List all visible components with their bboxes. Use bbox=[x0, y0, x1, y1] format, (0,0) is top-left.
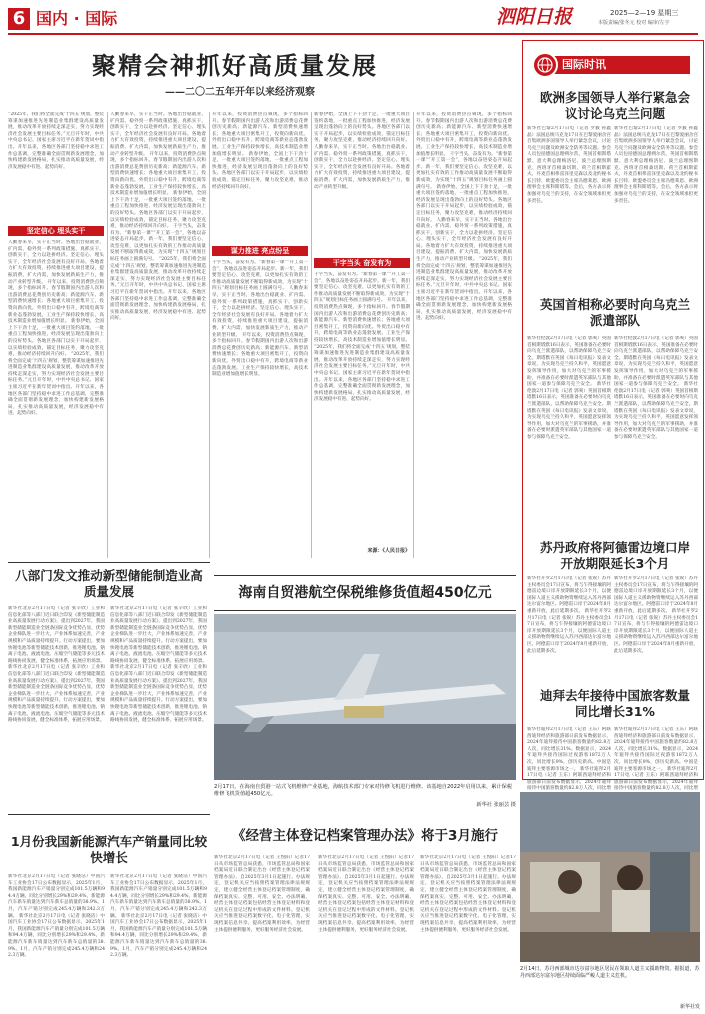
registry-body-a: 新华社北京2月17日电（记者 王悦阳）记者17日从市场监管总局获悉，市场监管总局和国家档案局近日联合制定出台《经营主体登记档案管理办法》，自2025年3月1日起施行。办法规定，登记机关应当按照档案管理法律法规规定，建立健全经营主体登记档案管理制度，确保档案真实、完整、可用、安全。办法明确，经营主体登记档案包括经营主体登记材料和登记机关在登记过程中形成的文件材料。登记机关应当推进登记档案数字化、电子化管理，实现档案信息共享，提高档案利用效率，为经营主体提供便利服务，更好服务经济社会发展。 bbox=[214, 855, 310, 933]
lead-body-col1b: 人勤春来早，实干正当时。各地出台稳就业、扩内需、稳外贸一系列政策措施，真抓实干、创新实干，全力以赴拼经济。坚定信心、埋头实干，全年经济社会发展有良好开局。各地着力扩大有效投资，持续推进重大项目建设，提振消费、扩大内需，加快发展新质生产力，推动产业转型升级。 开年以来，投资消费热点频现，多个指标回升。春节假期国内出游人次和出游消费总花费创历史新高；新能源汽车、新型消费快速增长；各地重大项目密集开工，投资向新向优。外贸出口稳中有升，跨境电商等新业态蓬勃发展。工业生产保持较快增长，高技术制造业增加值增长明显。 新春伊始，全国上下干劲十足，一批重大项目签约落地，一批重点工程加快推进，经济发展呈现出蓬勃向上的良好势头。各地区各部门以实干开局起步，以实绩检验成效，锚定目标任务，聚力攻坚克难，推动经济持续回升向好。 “2025年，我们将全面完成‘十四五’规划，整装筹谋加速推进先进制造业集群建设高质量发展，推动改革开放持续走深走实，努力实现经济社会发展主要目标任务。”元旦开年时，中共中央总书记、国家主席习近平在新年贺词中指出。开年以来，各地区各部门坚持稳中求进工作总基调，完整准确全面贯彻新发展理念，加快构建新发展格局，扎实推动高质量发展，经济发展稳中有进、起势向好。 bbox=[8, 240, 104, 417]
lead-body-col4: 新春伊始，全国上下干劲十足，一批重大项目签约落地，一批重点工程加快推进，经济发展呈现出蓬勃向上的良好势头。各地区各部门以实干开局起步，以实绩检验成效，锚定目标任务，聚力攻坚克难，推动经济持续回升向好。 人勤春来早，实干正当时。各地出台稳就业、扩内需、稳外贸一系列政策措施，真抓实干、创新实干，全力以赴拼经济。坚定信心、埋头实干，全年经济社会发展有良好开局。各地着力扩大有效投资，持续推进重大项目建设，提振消费、扩大内需，加快发展新质生产力，推动产业转型升级。 bbox=[314, 112, 410, 190]
nev-story-body-b: 新华社北京2月17日电（记者 张晓洁）中国汽车工业协会17日公布数据显示，2025年1月，我国新能源汽车产销量分别完成101.5万辆和94.4万辆，同比分别增长29%和29.4%，新能源汽车新车销量达到汽车新车总销量的38.9%。1月，汽车产销分别完成245.4万辆和242.3万辆。 新华社北京2月17日电（记者 张晓洁）中国汽车工业协会17日公布数据显示，2025年1月，我国新能源汽车产销量分别完成101.5万辆和94.4万辆，同比分别增长29%和29.4%，新能源汽车新车销量达到汽车新车总销量的38.9%。1月，汽车产销分别完成245.4万辆和242.3万辆。 bbox=[110, 874, 207, 959]
lead-body-col2: 人勤春来早，实干正当时。各地出台稳就业、扩内需、稳外贸一系列政策措施，真抓实干、创新实干，全力以赴拼经济。坚定信心、埋头实干，全年经济社会发展有良好开局。各地着力扩大有效投资，持续推进重大项目建设，提振消费、扩大内需，加快发展新质生产力，推动产业转型升级。 开年以来，投资消费热点频现，多个指标回升。春节假期国内出游人次和出游消费总花费创历史新高；新能源汽车、新型消费快速增长；各地重大项目密集开工，投资向新向优。外贸出口稳中有升，跨境电商等新业态蓬勃发展。工业生产保持较快增长，高技术制造业增加值增长明显。 新春伊始，全国上下干劲十足，一批重大项目签约落地，一批重点工程加快推进，经济发展呈现出蓬勃向上的良好势头。各地区各部门以实干开局起步，以实绩检验成效，锚定目标任务，聚力攻坚克难，推动经济持续回升向好。 干字当头，奋发有为。“新春第一课”“开工第一会”，各地以奋进姿态开局起步。新一年，我们要坚定信心、攻坚克难，以更加扎实有效的工作推动高质量发展不断取得新成效，为实现“十四五”规划目标任务画上圆满句号。 “2025年，我们将全面完成‘十四五’规划，整装筹谋加速推进先进制造业集群建设高质量发展，推动改革开放持续走深走实，努力实现经济社会发展主要目标任务。”元旦开年时，中共中央总书记、国家主席习近平在新年贺词中指出。开年以来，各地区各部门坚持稳中求进工作总基调，完整准确全面贯彻新发展理念，加快构建新发展格局，扎实推动高质量发展，经济发展稳中有进、起势向好。 bbox=[110, 112, 206, 322]
world-story3-body-a: 新华社开罗2月17日电（记者 张锐）苏丹主权委员会17日宣布，将与乍得接壤的阿德雷边境口岸开放期限延长3个月，以便国际人道主义援助物资继续运入苏丹西部达尔富尔地区。阿德雷口岸于2024年8月重新开放，此后延期多次。 新华社开罗2月17日电（记者 张锐）苏丹主权委员会17日宣布，将与乍得接壤的阿德雷边境口岸开放期限延长3个月，以便国际人道主义援助物资继续运入苏丹西部达尔富尔地区。阿德雷口岸于2024年8月重新开放，此后延期多次。 bbox=[527, 576, 611, 654]
lead-byline: 来源：《人民日报》 bbox=[367, 548, 410, 554]
sudan-credit: 新华社发 bbox=[679, 1004, 700, 1010]
hainan-photo bbox=[214, 614, 516, 780]
hainan-story-title: 海南自贸港航空保税维修货值超450亿元 bbox=[238, 585, 492, 601]
sudan-caption: 2月14日，苏丹西部城市达尔富尔地区居民在领取人道主义援助物资。据报道，苏丹西部达尔富尔地区持续面临严峻人道主义危机。 bbox=[520, 966, 700, 979]
nev-story-title: 1月份我国新能源汽车产销量同比较快增长 bbox=[10, 834, 208, 865]
world-story1-body-a: 新华社巴黎2月17日电（记者 罗毅 孙鑫晶）法国总统马克龙17日在巴黎爱丽舍宫召集欧洲多国领导人举行紧急会议，讨论乌克兰问题及欧洲安全防务等议题。参会人员包括德国总理朔尔茨、英国首相斯塔默、意大利总理梅洛尼、波兰总理图斯克、西班牙首相桑切斯、荷兰首相斯霍夫、丹麦首相弗雷泽里克森以及北约秘书长吕特、欧盟委员会主席冯德莱恩、欧洲理事会主席科斯塔等。会后，各方表示将加强对乌克兰的支持，在安全领域承担更多责任。 bbox=[527, 126, 611, 204]
globe-icon bbox=[532, 52, 558, 78]
world-news-banner bbox=[540, 56, 690, 74]
registry-body-c: 新华社北京2月17日电（记者 王悦阳）记者17日从市场监管总局获悉，市场监管总局和国家档案局近日联合制定出台《经营主体登记档案管理办法》，自2025年3月1日起施行。办法规定，登记机关应当按照档案管理法律法规规定，建立健全经营主体登记档案管理制度，确保档案真实、完整、可用、安全。办法明确，经营主体登记档案包括经营主体登记材料和登记机关在登记过程中形成的文件材料。登记机关应当推进登记档案数字化、电子化管理，实现档案信息共享，提高档案利用效率，为经营主体提供便利服务，更好服务经济社会发展。 bbox=[420, 855, 516, 933]
hainan-title-box bbox=[214, 575, 516, 611]
newspaper-logo: 泗阳日报 bbox=[496, 6, 573, 28]
lead-body-col5: 开年以来，投资消费热点频现，多个指标回升。春节假期国内出游人次和出游消费总花费创历史新高；新能源汽车、新型消费快速增长；各地重大项目密集开工，投资向新向优。外贸出口稳中有升，跨境电商等新业态蓬勃发展。工业生产保持较快增长，高技术制造业增加值增长明显。 干字当头，奋发有为。“新春第一课”“开工第一会”，各地以奋进姿态开局起步。新一年，我们要坚定信心、攻坚克难，以更加扎实有效的工作推动高质量发展不断取得新成效，为实现“十四五”规划目标任务画上圆满句号。 新春伊始，全国上下干劲十足，一批重大项目签约落地，一批重点工程加快推进，经济发展呈现出蓬勃向上的良好势头。各地区各部门以实干开局起步，以实绩检验成效，锚定目标任务，聚力攻坚克难，推动经济持续回升向好。 人勤春来早，实干正当时。各地出台稳就业、扩内需、稳外贸一系列政策措施，真抓实干、创新实干，全力以赴拼经济。坚定信心、埋头实干，全年经济社会发展有良好开局。各地着力扩大有效投资，持续推进重大项目建设，提振消费、扩大内需，加快发展新质生产力，推动产业转型升级。 “2025年，我们将全面完成‘十四五’规划，整装筹谋加速推进先进制造业集群建设高质量发展，推动改革开放持续走深走实，努力实现经济社会发展主要目标任务。”元旦开年时，中共中央总书记、国家主席习近平在新年贺词中指出。开年以来，各地区各部门坚持稳中求进工作总基调，完整准确全面贯彻新发展理念，加快构建新发展格局，扎实推动高质量发展，经济发展稳中有进、起势向好。 bbox=[416, 112, 512, 322]
world-story4-title: 迪拜去年接待中国旅客数量同比增长31% bbox=[540, 688, 691, 719]
world-story2-body-b: 新华社伦敦2月17日电（记者 郭爽）英国首相斯塔默16日表示，英国准备在必要时向乌克兰派遣部队，以帮助保障乌克兰安全。斯塔默在英国《每日电讯报》发表文章说，为实现乌克兰持久和平，英国愿意发挥领导作用，加大对乌克兰的军事援助，并准备在必要时派遣英军部队与其他国家一道参与保障乌克兰安全。 新华社伦敦2月17日电（记者 郭爽）英国首相斯塔默16日表示，英国准备在必要时向乌克兰派遣部队，以帮助保障乌克兰安全。斯塔默在英国《每日电讯报》发表文章说，为实现乌克兰持久和平，英国愿意发挥领导作用，加大对乌克兰的军事援助，并准备在必要时派遣英军部队与其他国家一道参与保障乌克兰安全。 bbox=[614, 336, 698, 440]
lead-subhead-1: 坚定信心 埋头实干 bbox=[8, 226, 104, 236]
editors-line: 本版责编/张冬元 校对 编审/左宇 bbox=[598, 20, 670, 26]
world-story4-body-b: 新华社迪拜2月17日电（记者 王东）阿联酋迪拜经济和旅游部日前发布数据显示，2024年迪拜接待中国旅客数量约82.8万人次，同比增长31%。数据显示，2024年迪拜共接待国际过夜游客1872万人次，同比增长9%，创历史新高。中国是迪拜主要客源市场之一。 新华社迪拜2月17日电（记者 王东）阿联酋迪拜经济和旅游部日前发布数据显示，2024年迪拜接待中国旅客数量约82.8万人次，同比增 bbox=[614, 727, 698, 792]
lead-body-col3: 开年以来，投资消费热点频现，多个指标回升。春节假期国内出游人次和出游消费总花费创历史新高；新能源汽车、新型消费快速增长；各地重大项目密集开工，投资向新向优。外贸出口稳中有升，跨境电商等新业态蓬勃发展。工业生产保持较快增长，高技术制造业增加值增长明显。 新春伊始，全国上下干劲十足，一批重大项目签约落地，一批重点工程加快推进，经济发展呈现出蓬勃向上的良好势头。各地区各部门以实干开局起步，以实绩检验成效，锚定目标任务，聚力攻坚克难，推动经济持续回升向好。 bbox=[212, 112, 308, 190]
world-story2-title: 英国首相称必要时向乌克兰派遣部队 bbox=[540, 297, 691, 328]
world-story1-body-b: 新华社巴黎2月17日电（记者 罗毅 孙鑫晶）法国总统马克龙17日在巴黎爱丽舍宫召集欧洲多国领导人举行紧急会议，讨论乌克兰问题及欧洲安全防务等议题。参会人员包括德国总理朔尔茨、英国首相斯塔默、意大利总理梅洛尼、波兰总理图斯克、西班牙首相桑切斯、荷兰首相斯霍夫、丹麦首相弗雷泽里克森以及北约秘书长吕特、欧盟委员会主席冯德莱恩、欧洲理事会主席科斯塔等。会后，各方表示将加强对乌克兰的支持，在安全领域承担更多责任。 bbox=[614, 126, 698, 204]
world-story1-title: 欧洲多国领导人举行紧急会议讨论乌克兰问题 bbox=[540, 90, 691, 121]
nev-story-body-a: 新华社北京2月17日电（记者 张晓洁）中国汽车工业协会17日公布数据显示，2025年1月，我国新能源汽车产销量分别完成101.5万辆和94.4万辆，同比分别增长29%和29.4%，新能源汽车新车销量达到汽车新车总销量的38.9%。1月，汽车产销分别完成245.4万辆和242.3万辆。 新华社北京2月17日电（记者 张晓洁）中国汽车工业协会17日公布数据显示，2025年1月，我国新能源汽车产销量分别完成101.5万辆和94.4万辆，同比分别增长29%和29.4%，新能源汽车新车销量达到汽车新车总销量的38.9%。1月，汽车产销分别完成245.4万辆和242.3万辆。 bbox=[8, 874, 105, 959]
issue-date: 2025—2—19 星期三 bbox=[610, 9, 679, 17]
world-story3-title: 苏丹政府将阿德雷边境口岸开放期限延长3个月 bbox=[540, 540, 691, 571]
world-story4-body-a: 新华社迪拜2月17日电（记者 王东）阿联酋迪拜经济和旅游部日前发布数据显示，2024年迪拜接待中国旅客数量约82.8万人次，同比增长31%。数据显示，2024年迪拜共接待国际过夜游客1872万人次，同比增长9%，创历史新高。中国是迪拜主要客源市场之一。 新华社迪拜2月17日电（记者 王东）阿联酋迪拜经济和旅游部日前发布数据显示，2024年迪拜接待中国旅客数量约82.8万人次，同比增 bbox=[527, 727, 611, 792]
lead-body-col3b: 干字当头，奋发有为。“新春第一课”“开工第一会”，各地以奋进姿态开局起步。新一年，我们要坚定信心、攻坚克难，以更加扎实有效的工作推动高质量发展不断取得新成效，为实现“十四五”规划目标任务画上圆满句号。 人勤春来早，实干正当时。各地出台稳就业、扩内需、稳外贸一系列政策措施，真抓实干、创新实干，全力以赴拼经济。坚定信心、埋头实干，全年经济社会发展有良好开局。各地着力扩大有效投资，持续推进重大项目建设，提振消费、扩大内需，加快发展新质生产力，推动产业转型升级。 开年以来，投资消费热点频现，多个指标回升。春节假期国内出游人次和出游消费总花费创历史新高；新能源汽车、新型消费快速增长；各地重大项目密集开工，投资向新向优。外贸出口稳中有升，跨境电商等新业态蓬勃发展。工业生产保持较快增长，高技术制造业增加值增长明显。 bbox=[212, 260, 308, 378]
lead-body-col4b: 干字当头，奋发有为。“新春第一课”“开工第一会”，各地以奋进姿态开局起步。新一年，我们要坚定信心、攻坚克难，以更加扎实有效的工作推动高质量发展不断取得新成效，为实现“十四五”规划目标任务画上圆满句号。 开年以来，投资消费热点频现，多个指标回升。春节假期国内出游人次和出游消费总花费创历史新高；新能源汽车、新型消费快速增长；各地重大项目密集开工，投资向新向优。外贸出口稳中有升，跨境电商等新业态蓬勃发展。工业生产保持较快增长，高技术制造业增加值增长明显。 “2025年，我们将全面完成‘十四五’规划，整装筹谋加速推进先进制造业集群建设高质量发展，推动改革开放持续走深走实，努力实现经济社会发展主要目标任务。”元旦开年时，中共中央总书记、国家主席习近平在新年贺词中指出。开年以来，各地区各部门坚持稳中求进工作总基调，完整准确全面贯彻新发展理念，加快构建新发展格局，扎实推动高质量发展，经济发展稳中有进、起势向好。 bbox=[314, 272, 410, 403]
sudan-photo bbox=[520, 792, 700, 962]
lead-subhead-2: 谋力推进 亮点纷呈 bbox=[212, 246, 308, 256]
registry-story-title: 《经营主体登记档案管理办法》将于3月施行 bbox=[232, 828, 498, 844]
registry-body-b: 新华社北京2月17日电（记者 王悦阳）记者17日从市场监管总局获悉，市场监管总局和国家档案局近日联合制定出台《经营主体登记档案管理办法》，自2025年3月1日起施行。办法规定，登记机关应当按照档案管理法律法规规定，建立健全经营主体登记档案管理制度，确保档案真实、完整、可用、安全。办法明确，经营主体登记档案包括经营主体登记材料和登记机关在登记过程中形成的文件材料。登记机关应当推进登记档案数字化、电子化管理，实现档案信息共享，提高档案利用效率，为经营主体提供便利服务，更好服务经济社会发展。 bbox=[318, 855, 414, 933]
lead-body-col1: “2025年，我们将全面完成‘十四五’规划，整装筹谋加速推进先进制造业集群建设高质量发展，推动改革开放持续走深走实，努力实现经济社会发展主要目标任务。”元旦开年时，中共中央总书记、国家主席习近平在新年贺词中指出。开年以来，各地区各部门坚持稳中求进工作总基调，完整准确全面贯彻新发展理念，加快构建新发展格局，扎实推动高质量发展，经济发展稳中有进、起势向好。 bbox=[8, 112, 104, 170]
storage-story-title: 八部门发文推动新型储能制造业高质量发展 bbox=[15, 568, 203, 599]
world-story3-body-b: 新华社开罗2月17日电（记者 张锐）苏丹主权委员会17日宣布，将与乍得接壤的阿德雷边境口岸开放期限延长3个月，以便国际人道主义援助物资继续运入苏丹西部达尔富尔地区。阿德雷口岸于2024年8月重新开放，此后延期多次。 新华社开罗2月17日电（记者 张锐）苏丹主权委员会17日宣布，将与乍得接壤的阿德雷边境口岸开放期限延长3个月，以便国际人道主义援助物资继续运入苏丹西部达尔富尔地区。阿德雷口岸于2024年8月重新开放，此后延期多次。 bbox=[614, 576, 698, 654]
page-number: 6 bbox=[8, 8, 30, 30]
storage-story-body-b: 新华社北京2月17日电（记者 张辛欣）工业和信息化部等八部门近日联合印发《新型储能制造业高质量发展行动方案》，提出到2027年，我国新型储能制造业全链条国际竞争优势凸显，优势企业梯队进一步壮大，产业体系加速完善，产业规模和产品质量持续提升。行动方案提出，要加快锂电池等新型储能技术创新，推进锂电池、钠离子电池、液流电池、压缩空气储能等多元技术路线协同发展，健全标准体系，拓展应用场景。 新华社北京2月17日电（记者 张辛欣）工业和信息化部等八部门近日联合印发《新型储能制造业高质量发展行动方案》，提出到2027年，我国新型储能制造业全链条国际竞争优势凸显，优势企业梯队进一步壮大，产业体系加速完善，产业规模和产品质量持续提升。行动方案提出，要加快锂电池等新型储能技术创新，推进锂电池、钠离子电池、液流电池、压缩空气储能等多元技术路线协同发展，健全标准体系，拓展应用场景。 bbox=[110, 606, 207, 724]
lead-headline: 聚精会神抓好高质量发展 bbox=[92, 52, 378, 80]
storage-story-body-a: 新华社北京2月17日电（记者 张辛欣）工业和信息化部等八部门近日联合印发《新型储能制造业高质量发展行动方案》，提出到2027年，我国新型储能制造业全链条国际竞争优势凸显，优势企业梯队进一步壮大，产业体系加速完善，产业规模和产品质量持续提升。行动方案提出，要加快锂电池等新型储能技术创新，推进锂电池、钠离子电池、液流电池、压缩空气储能等多元技术路线协同发展，健全标准体系，拓展应用场景。 新华社北京2月17日电（记者 张辛欣）工业和信息化部等八部门近日联合印发《新型储能制造业高质量发展行动方案》，提出到2027年，我国新型储能制造业全链条国际竞争优势凸显，优势企业梯队进一步壮大，产业体系加速完善，产业规模和产品质量持续提升。行动方案提出，要加快锂电池等新型储能技术创新，推进锂电池、钠离子电池、液流电池、压缩空气储能等多元技术路线协同发展，健全标准体系，拓展应用场景。 bbox=[8, 606, 105, 724]
world-story2-body-a: 新华社伦敦2月17日电（记者 郭爽）英国首相斯塔默16日表示，英国准备在必要时向乌克兰派遣部队，以帮助保障乌克兰安全。斯塔默在英国《每日电讯报》发表文章说，为实现乌克兰持久和平，英国愿意发挥领导作用，加大对乌克兰的军事援助，并准备在必要时派遣英军部队与其他国家一道参与保障乌克兰安全。 新华社伦敦2月17日电（记者 郭爽）英国首相斯塔默16日表示，英国准备在必要时向乌克兰派遣部队，以帮助保障乌克兰安全。斯塔默在英国《每日电讯报》发表文章说，为实现乌克兰持久和平，英国愿意发挥领导作用，加大对乌克兰的军事援助，并准备在必要时派遣英军部队与其他国家一道参与保障乌克兰安全。 bbox=[527, 336, 611, 440]
masthead bbox=[8, 6, 698, 32]
hainan-caption: 2月17日，在海南自贸港一站式飞机维修产业基地，海航技术部门专家对待修飞机进行维修。该基地自2022年启用以来，累计保税维修飞机货值超450亿元。 bbox=[214, 784, 513, 798]
lead-subhead-3: 干字当头 奋发有为 bbox=[314, 258, 410, 268]
hainan-credit: 新华社 张丽芸 摄 bbox=[476, 802, 516, 808]
lead-subheadline: ——二〇二五年开年以来经济观察 bbox=[165, 87, 315, 98]
section-title: 国内 · 国际 bbox=[36, 9, 118, 28]
world-news-label: 国际时讯 bbox=[562, 58, 606, 71]
header-rule bbox=[8, 33, 698, 35]
